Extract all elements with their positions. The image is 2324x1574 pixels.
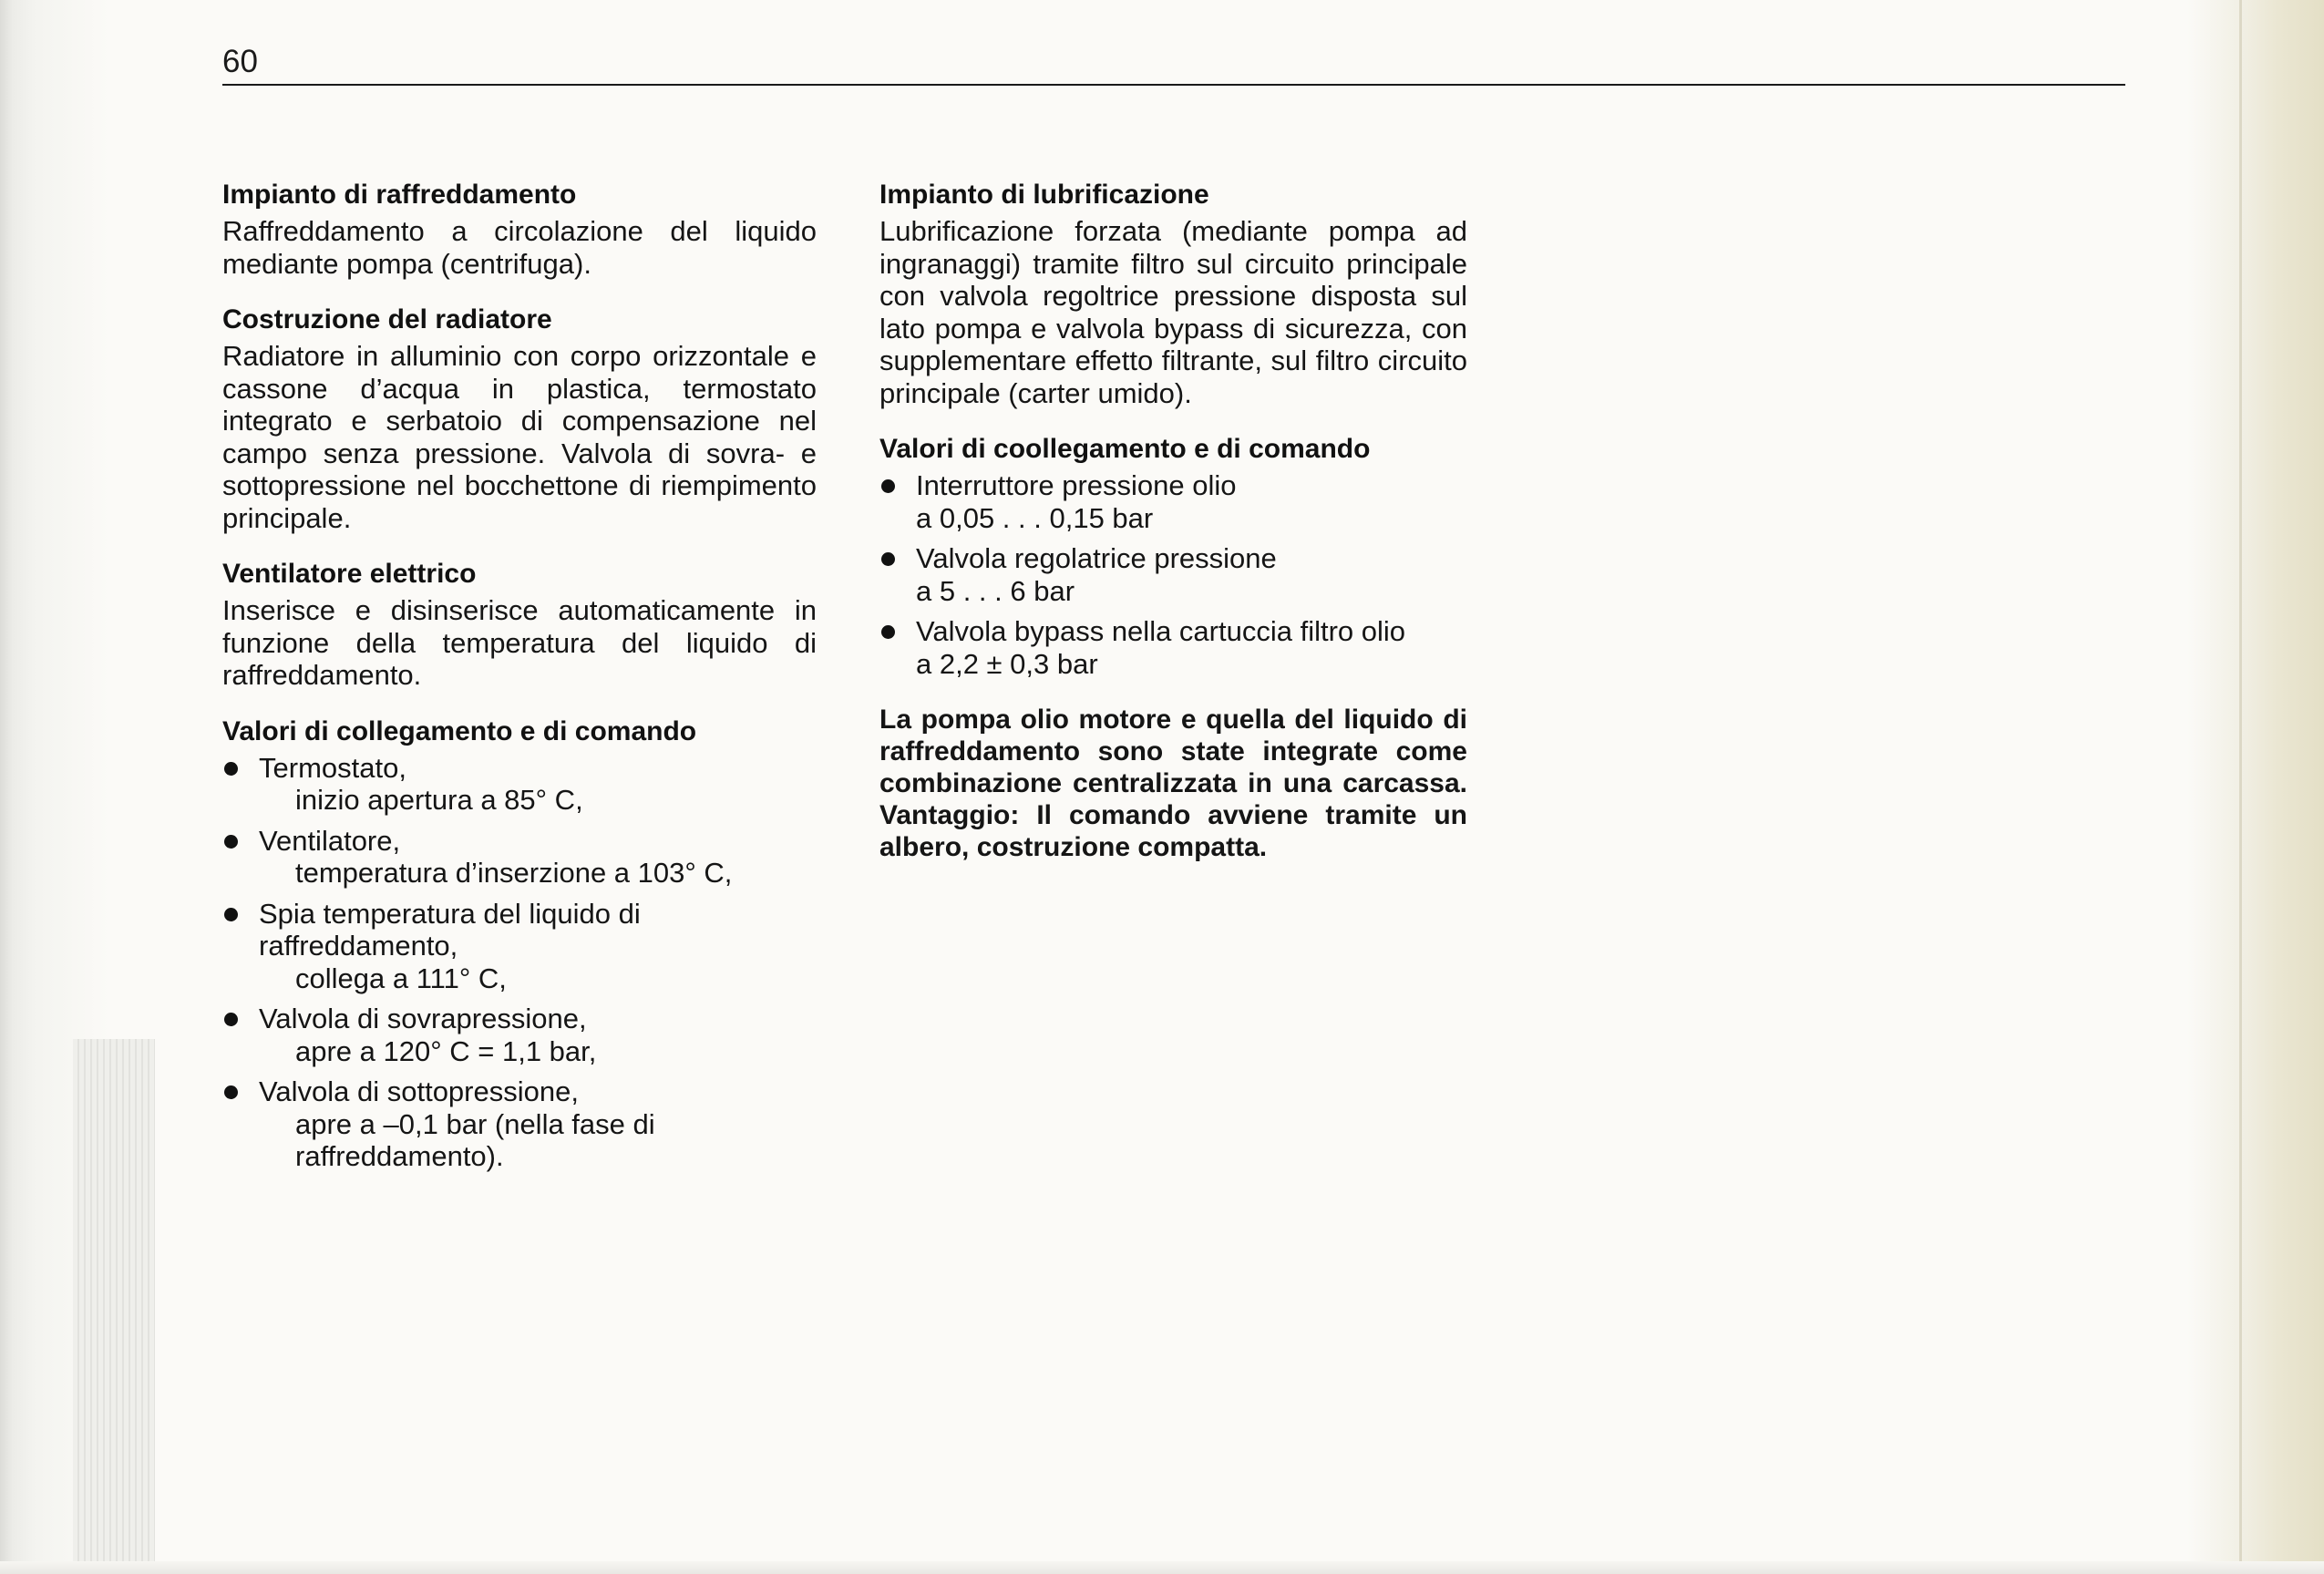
item-value: collega a 111° C,: [295, 962, 507, 994]
section-cooling-values: [222, 715, 817, 1173]
item-value: apre a 120° C = 1,1 bar,: [295, 1034, 597, 1067]
right-column: [879, 179, 1467, 863]
page-stack-left: [73, 1039, 155, 1574]
item-value: a 5 . . . 6 bar: [916, 574, 1075, 607]
list-item: [879, 469, 1467, 534]
page-number: 60: [222, 44, 258, 79]
item-label: Valvola regolatrice pressione: [916, 542, 1277, 574]
item-label: Valvola di sovrapressione,: [259, 1003, 587, 1034]
item-value: apre a –0,1 bar (nella fase di raffreddamento).: [295, 1107, 655, 1172]
section-lubrication-system: [879, 179, 1467, 409]
section-title: Valori di collegamento e di comando: [222, 715, 697, 746]
bullet-icon: [224, 1085, 238, 1099]
section-title: Costruzione del radiatore: [222, 304, 552, 334]
item-value: a 0,05 . . . 0,15 bar: [916, 501, 1154, 534]
item-value: inizio apertura a 85° C,: [295, 784, 583, 816]
item-value: a 2,2 ± 0,3 bar: [916, 647, 1098, 680]
item-label: Valvola bypass nella cartuccia filtro olio: [916, 615, 1406, 647]
section-text: Radiatore in alluminio con corpo orizzontale e cassone d’acqua in plastica, termostato integrato e serbatoio di compensazione nel campo senza pressione. Valvola di sovra- e sottopressione nel bocchettone di riempimento principale.: [222, 340, 817, 534]
section-cooling-system: [222, 179, 817, 280]
list-item: [222, 898, 817, 995]
section-electric-fan: [222, 558, 817, 692]
bullet-icon: [224, 762, 238, 776]
list-item: [222, 825, 817, 890]
item-value: temperatura d’inserzione a 103° C,: [295, 857, 733, 889]
page-edge-bottom: [0, 1561, 2324, 1574]
list-item: [879, 615, 1467, 680]
section-radiator: [222, 303, 817, 534]
page-edge-right: [2187, 0, 2324, 1574]
summary-note: La pompa olio motore e quella del liquido di raffreddamento sono state integrate come combinazione centralizzata in una carcassa. Vantaggio: Il comando avviene tramite un albero, costruzione compatta.: [879, 705, 1467, 862]
item-label: Termostato,: [259, 751, 406, 784]
bullet-icon: [881, 552, 895, 566]
left-column: [222, 179, 817, 1197]
bullet-icon: [224, 1013, 238, 1026]
value-list: [879, 469, 1467, 680]
list-item: [222, 1075, 817, 1173]
list-item: [222, 1003, 817, 1067]
section-title: Impianto di raffreddamento: [222, 180, 577, 210]
item-label: Valvola di sottopressione,: [259, 1075, 579, 1107]
value-list: [222, 752, 817, 1173]
section-title: Impianto di lubrificazione: [879, 180, 1209, 210]
bullet-icon: [881, 625, 895, 639]
section-title: Ventilatore elettrico: [222, 559, 477, 589]
item-label: Ventilatore,: [259, 824, 401, 857]
section-text: Raffreddamento a circolazione del liquido mediante pompa (centrifuga).: [222, 215, 817, 280]
page-fold-line: [2239, 0, 2242, 1574]
list-item: [222, 752, 817, 817]
list-item: [879, 542, 1467, 607]
section-text: Inserisce e disinserisce automaticamente in funzione della temperatura del liquido di raffreddamento.: [222, 594, 817, 691]
item-label: Spia temperatura del liquido di raffreddamento,: [259, 897, 641, 962]
section-title: Valori di coollegamento e di comando: [879, 434, 1371, 464]
bullet-icon: [224, 908, 238, 921]
header-rule: [222, 84, 2125, 86]
section-text: Lubrificazione forzata (mediante pompa ad ingranaggi) tramite filtro sul circuito principale con valvola regoltrice pressione disposta sul lato pompa e valvola bypass di sicurezza, con supplementare effetto filtrante, sul filtro circuito principale (carter umido).: [879, 215, 1467, 409]
bullet-icon: [881, 479, 895, 493]
item-label: Interruttore pressione olio: [916, 469, 1237, 501]
bullet-icon: [224, 835, 238, 849]
section-lubrication-values: [879, 433, 1467, 680]
